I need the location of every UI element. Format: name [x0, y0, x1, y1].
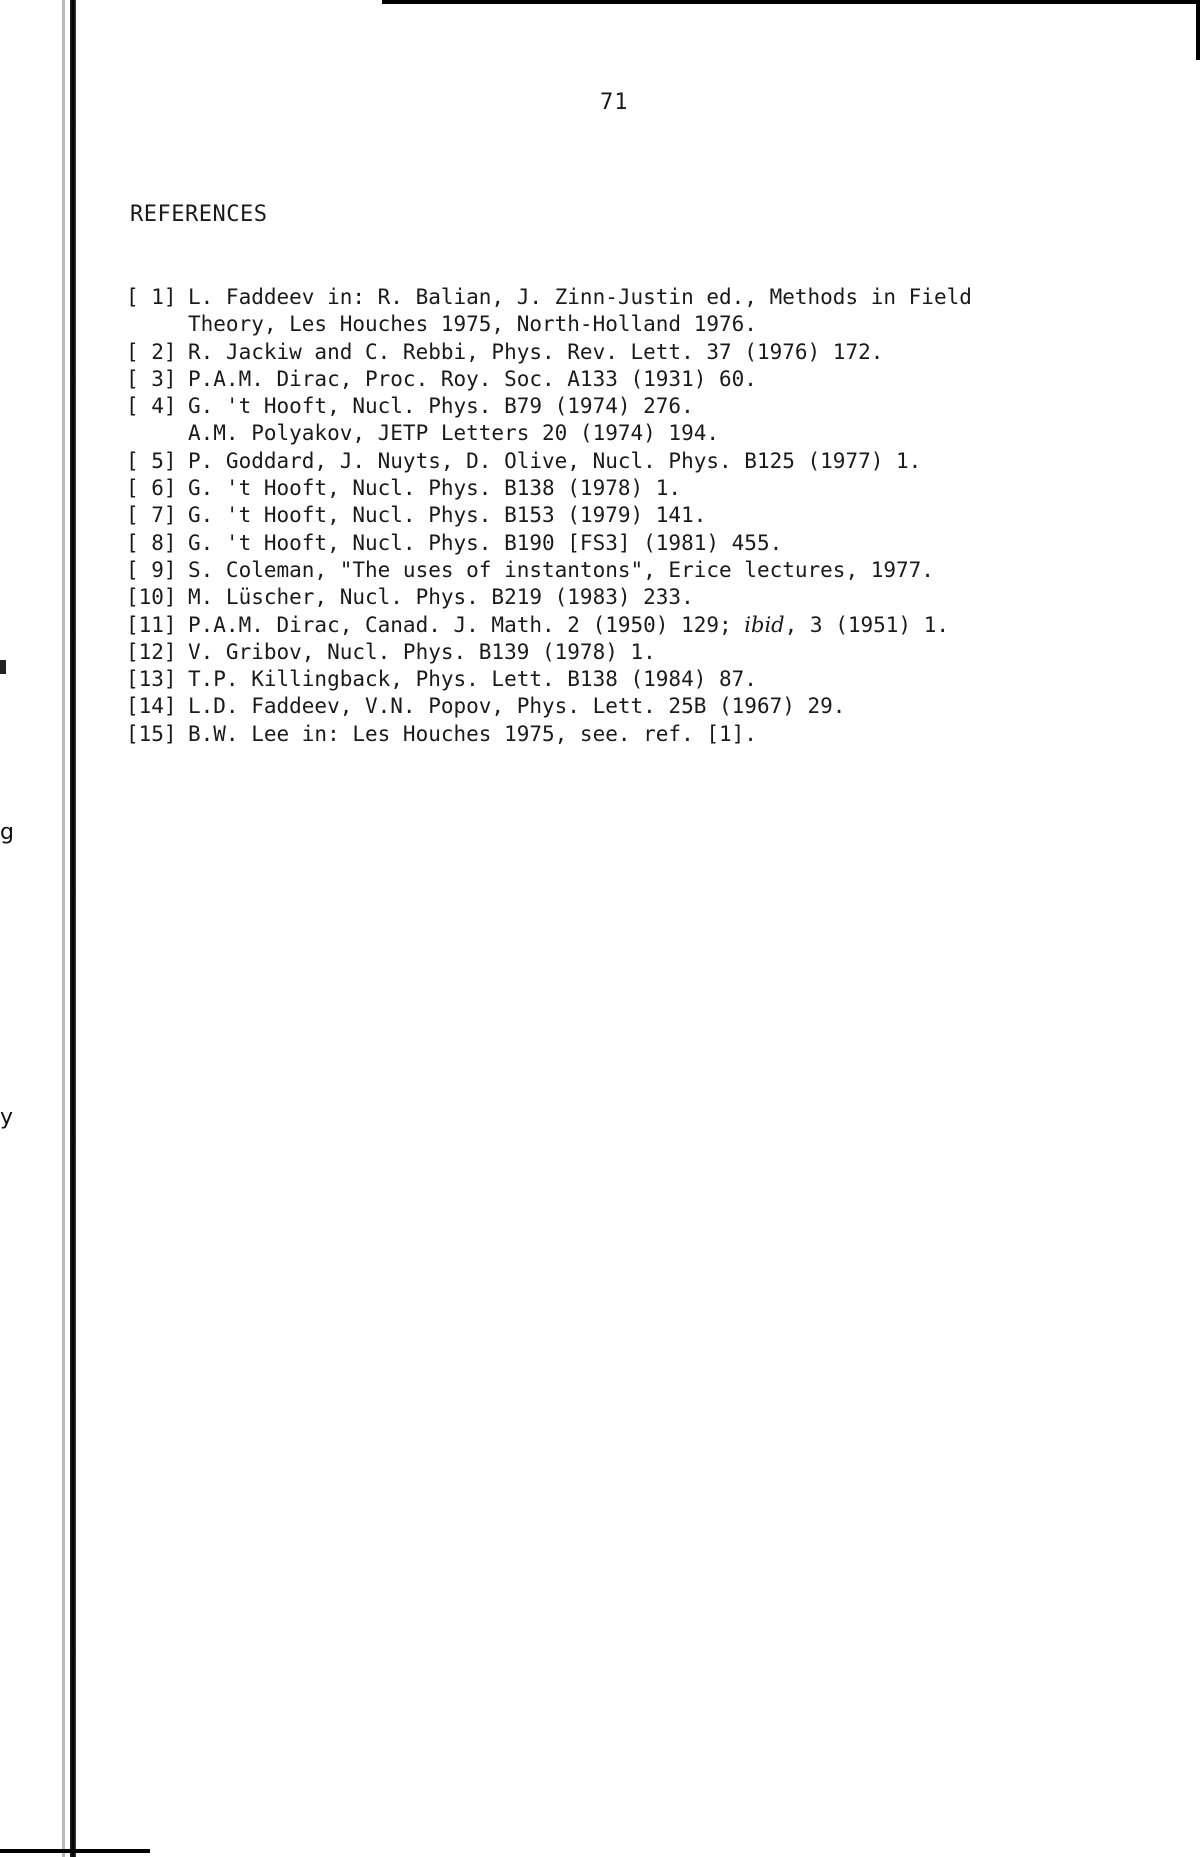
reference-text: T.P. Killingback, Phys. Lett. B138 (1984) 87.: [188, 667, 757, 692]
reference-line: [126, 584, 1076, 611]
section-title: REFERENCES: [130, 202, 268, 227]
reference-text: G. 't Hooft, Nucl. Phys. B138 (1978) 1.: [188, 476, 682, 501]
reference-text: L.D. Faddeev, V.N. Popov, Phys. Lett. 25B (1967) 29.: [188, 694, 846, 719]
reference-text: P. Goddard, J. Nuyts, D. Olive, Nucl. Phys. B125 (1977) 1.: [188, 448, 922, 473]
reference-number: [ 1]: [126, 285, 177, 309]
reference-number: [ 5]: [126, 448, 177, 473]
reference-item: [126, 530, 1076, 557]
reference-number: [11]: [126, 612, 177, 637]
reference-line: [126, 557, 1076, 584]
reference-line: [126, 612, 1076, 639]
reference-number: [ 8]: [126, 530, 177, 555]
reference-list: [126, 284, 1076, 748]
reference-text: G. 't Hooft, Nucl. Phys. B190 [FS3] (1981) 455.: [188, 530, 783, 555]
margin-glyph-y: y: [0, 1105, 14, 1130]
margin-mark: [0, 660, 6, 674]
reference-line: [126, 393, 1076, 420]
reference-line: [126, 693, 1076, 720]
reference-line: [126, 448, 1076, 475]
reference-number: [ 9]: [126, 557, 177, 582]
reference-line: [126, 721, 1076, 748]
right-frame-edge: [1196, 0, 1200, 60]
reference-item: [126, 475, 1076, 502]
reference-number: [ 6]: [126, 476, 177, 501]
reference-number: [15]: [126, 721, 177, 746]
reference-text: G. 't Hooft, Nucl. Phys. B79 (1974) 276.: [188, 394, 694, 419]
reference-item: [126, 366, 1076, 393]
reference-continuation-line: [126, 420, 1076, 447]
reference-number: [13]: [126, 667, 177, 692]
reference-number: [12]: [126, 639, 177, 664]
top-frame-rule: [382, 0, 1200, 4]
reference-line: [126, 502, 1076, 529]
reference-text: M. Lüscher, Nucl. Phys. B219 (1983) 233.: [188, 585, 694, 610]
reference-text: R. Jackiw and C. Rebbi, Phys. Rev. Lett. 37 (1976) 172.: [188, 339, 884, 364]
reference-item: [126, 693, 1076, 720]
reference-text: V. Gribov, Nucl. Phys. B139 (1978) 1.: [188, 639, 656, 664]
reference-text: Theory, Les Houches 1975, North-Holland 1976.: [188, 312, 757, 337]
page-number: 71: [600, 90, 629, 115]
reference-line: [126, 639, 1076, 666]
reference-text: A.M. Polyakov, JETP Letters 20 (1974) 194.: [188, 421, 720, 446]
reference-line: [126, 284, 1076, 311]
reference-item: [126, 721, 1076, 748]
reference-text: P.A.M. Dirac, Canad. J. Math. 2 (1950) 129; ibid, 3 (1951) 1.: [188, 612, 949, 637]
reference-line: [126, 366, 1076, 393]
reference-number: [ 7]: [126, 503, 177, 528]
reference-item: [126, 584, 1076, 611]
reference-item: [126, 284, 1076, 339]
reference-number: [ 2]: [126, 339, 177, 364]
reference-item: [126, 502, 1076, 529]
italic-term: ibid: [744, 612, 785, 637]
reference-item: [126, 612, 1076, 639]
reference-text: L. Faddeev in: R. Balian, J. Zinn-Justin ed., Methods in Field: [188, 285, 972, 309]
binding-edge: [70, 0, 76, 1857]
reference-text: S. Coleman, "The uses of instantons", Erice lectures, 1977.: [188, 557, 934, 582]
reference-number: [ 3]: [126, 366, 177, 391]
reference-line: [126, 666, 1076, 693]
margin-glyph-g: g: [0, 820, 14, 845]
reference-item: [126, 557, 1076, 584]
reference-item: [126, 639, 1076, 666]
reference-item: [126, 393, 1076, 448]
reference-continuation-line: [126, 311, 1076, 338]
reference-number: [10]: [126, 585, 177, 610]
reference-number: [14]: [126, 694, 177, 719]
reference-text: B.W. Lee in: Les Houches 1975, see. ref. [1].: [188, 721, 757, 746]
reference-item: [126, 666, 1076, 693]
reference-line: [126, 475, 1076, 502]
bottom-frame-rule: [0, 1849, 150, 1853]
reference-item: [126, 339, 1076, 366]
reference-line: [126, 339, 1076, 366]
reference-text: P.A.M. Dirac, Proc. Roy. Soc. A133 (1931) 60.: [188, 366, 757, 391]
reference-text: G. 't Hooft, Nucl. Phys. B153 (1979) 141.: [188, 503, 707, 528]
binding-shadow: [62, 0, 65, 1857]
reference-item: [126, 448, 1076, 475]
reference-number: [ 4]: [126, 394, 177, 419]
reference-line: [126, 530, 1076, 557]
